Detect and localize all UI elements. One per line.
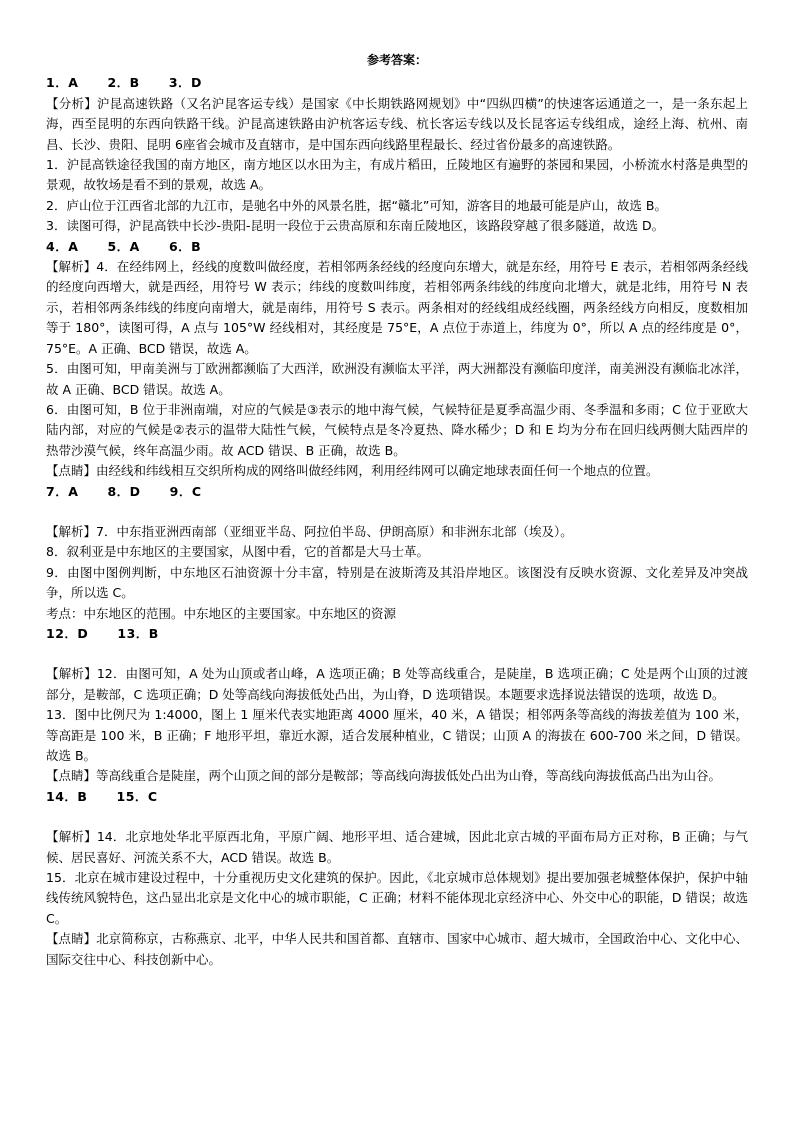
- answer-line-7-9: 7．A 8．D 9．C: [46, 483, 202, 499]
- tip-4-6: 【点睛】由经线和纬线相互交织所构成的网络叫做经纬网，利用经纬网可以确定地球表面任何一个地点的位置。: [46, 463, 659, 479]
- explanation-q8: 8．叙利亚是中东地区的主要国家，从图中看，它的首都是大马士革。: [46, 544, 429, 560]
- explanation-q1: 1．沪昆高铁途径我国的南方地区，南方地区以水田为主，有成片稻田，丘陵地区有遍野的茶园和果园，小桥流水村落是典型的景观，故牧场是看不到的景观，故选 A。: [46, 157, 748, 193]
- analysis-1-3: 【分析】沪昆高速铁路（又名沪昆客运专线）是国家《中长期铁路网规划》中“四纵四横”的快速客运通道之一，是一条东起上海，西至昆明的东西向铁路干线。沪昆高速铁路由沪杭客运专线、杭长客运专线以及长昆客运专线组成，途经上海、杭州、南昌、长沙、贵阳、昆明 6座省会城市及直辖市，是中国东西向线路里程最长、经过省份最多的高速铁路。: [46, 95, 748, 152]
- answer-line-4-6: 4．A 5．A 6．B: [46, 238, 202, 254]
- key-points-7-9: 考点：中东地区的范围。中东地区的主要国家。中东地区的资源: [46, 605, 397, 621]
- tip-12-13: 【点睛】等高线重合是陡崖，两个山顶之间的部分是鞍部；等高线向海拔低处凸出为山脊，等高线向海拔低高凸出为山谷。: [46, 768, 722, 784]
- tip-14-15: 【点睛】北京简称京，古称燕京、北平，中华人民共和国首都、直辖市、国家中心城市、超大城市，全国政治中心、文化中心、国际交往中心、科技创新中心。: [46, 931, 748, 967]
- explanation-q14: 【解析】14．北京地处华北平原西北角，平原广阔、地形平坦、适合建城，因此北京古城的平面布局方正对称，B 正确；与气候、居民喜好、河流关系不大，ACD 错误。故选 B。: [46, 829, 748, 865]
- explanation-q3: 3．读图可得，沪昆高铁中长沙-贵阳-昆明一段位于云贵高原和东南丘陵地区，该路段穿越了很多隧道，故选 D。: [46, 218, 665, 234]
- answer-line-1-3: 1．A 2．B 3．D: [46, 75, 202, 91]
- explanation-q13: 13．图中比例尺为 1:4000，图上 1 厘米代表实地距离 4000 厘米，40 米，A 错误；相邻两条等高线的海拔差值为 100 米，等高距是 100 米，B 正确；F 地形平坦，靠近水源，适合发展种植业，C 错误；山顶 A 的海拔在 600-700 米之间，D 错误。故选 B。: [46, 707, 748, 763]
- blank-line: [46, 644, 748, 664]
- explanation-q4: 【解析】4．在经纬网上，经线的度数叫做经度，若相邻两条经线的经度向东增大，就是东经，用符号 E 表示，若相邻两条经线的经度向西增大，就是西经，用符号 W 表示；纬线的度数叫纬度，若相邻两条纬线的纬度向北增大，就是北纬，用符号 N 表示，若相邻两条纬线的纬度向南增大，就是南纬，用符号 S 表示。两条相对的经线组成经线圈，两条经线方向相反，度数相加等于 180°，读图可得，A 点与 105°W 经线相对，其经度是 75°E，A 点位于赤道上，纬度为 0°，所以 A 点的经纬度是 0°，75°E。A 正确、BCD 错误，故选 A。: [46, 259, 748, 356]
- answer-line-14-15: 14．B 15．C: [46, 788, 158, 804]
- explanation-q6: 6．由图可知，B 位于非洲南端，对应的气候是③表示的地中海气候，气候特征是夏季高温少雨、冬季温和多雨；C 位于亚欧大陆内部，对应的气候是②表示的温带大陆性气候，气候特点是冬冷夏热、降水稀少；D 和 E 均为分布在回归线两侧大陆西岸的热带沙漠气候，终年高温少雨。故 ACD 错误、B 正确，故选 B。: [46, 401, 748, 458]
- answer-page: [46, 50, 748, 970]
- explanation-q9: 9．由图中图例判断，中东地区石油资源十分丰富，特别是在波斯湾及其沿岸地区。该图没有反映水资源、文化差异及冲突战争，所以选 C。: [46, 564, 748, 601]
- explanation-q2: 2．庐山位于江西省北部的九江市，是驰名中外的风景名胜，据“赣北”可知，游客目的地最可能是庐山，故选 B。: [46, 197, 667, 213]
- explanation-q12: 【解析】12．由图可知，A 处为山顶或者山峰，A 选项正确；B 处等高线重合，是陡崖，B 选项正确；C 处是两个山顶的过渡部分，是鞍部，C 选项正确；D 处等高线向海拔低处凸出，为山脊，D 选项错误。本题要求选择说法错误的选项，故选 D。: [46, 666, 748, 702]
- blank-line: [46, 502, 748, 522]
- answer-line-12-13: 12．D 13．B: [46, 625, 159, 641]
- blank-line: [46, 807, 748, 827]
- explanation-q5: 5．由图可知，甲南美洲与丁欧洲都濒临了大西洋，欧洲没有濒临太平洋，两大洲都没有濒临印度洋，南美洲没有濒临北冰洋，故 A 正确、BCD 错误。故选 A。: [46, 361, 748, 397]
- page-title: 参考答案：: [366, 53, 427, 67]
- explanation-q15: 15．北京在城市建设过程中，十分重视历史文化建筑的保护。因此，《北京城市总体规划》提出要加强老城整体保护，保护中轴线传统风貌特色，这凸显出北京是文化中心的城市职能，C 正确；材料不能体现北京经济中心、外交中心的职能，D 错误；故选 C。: [46, 870, 748, 926]
- explanation-q7: 【解析】7．中东指亚洲西南部（亚细亚半岛、阿拉伯半岛、伊朗高原）和非洲东北部（埃及）。: [46, 523, 573, 539]
